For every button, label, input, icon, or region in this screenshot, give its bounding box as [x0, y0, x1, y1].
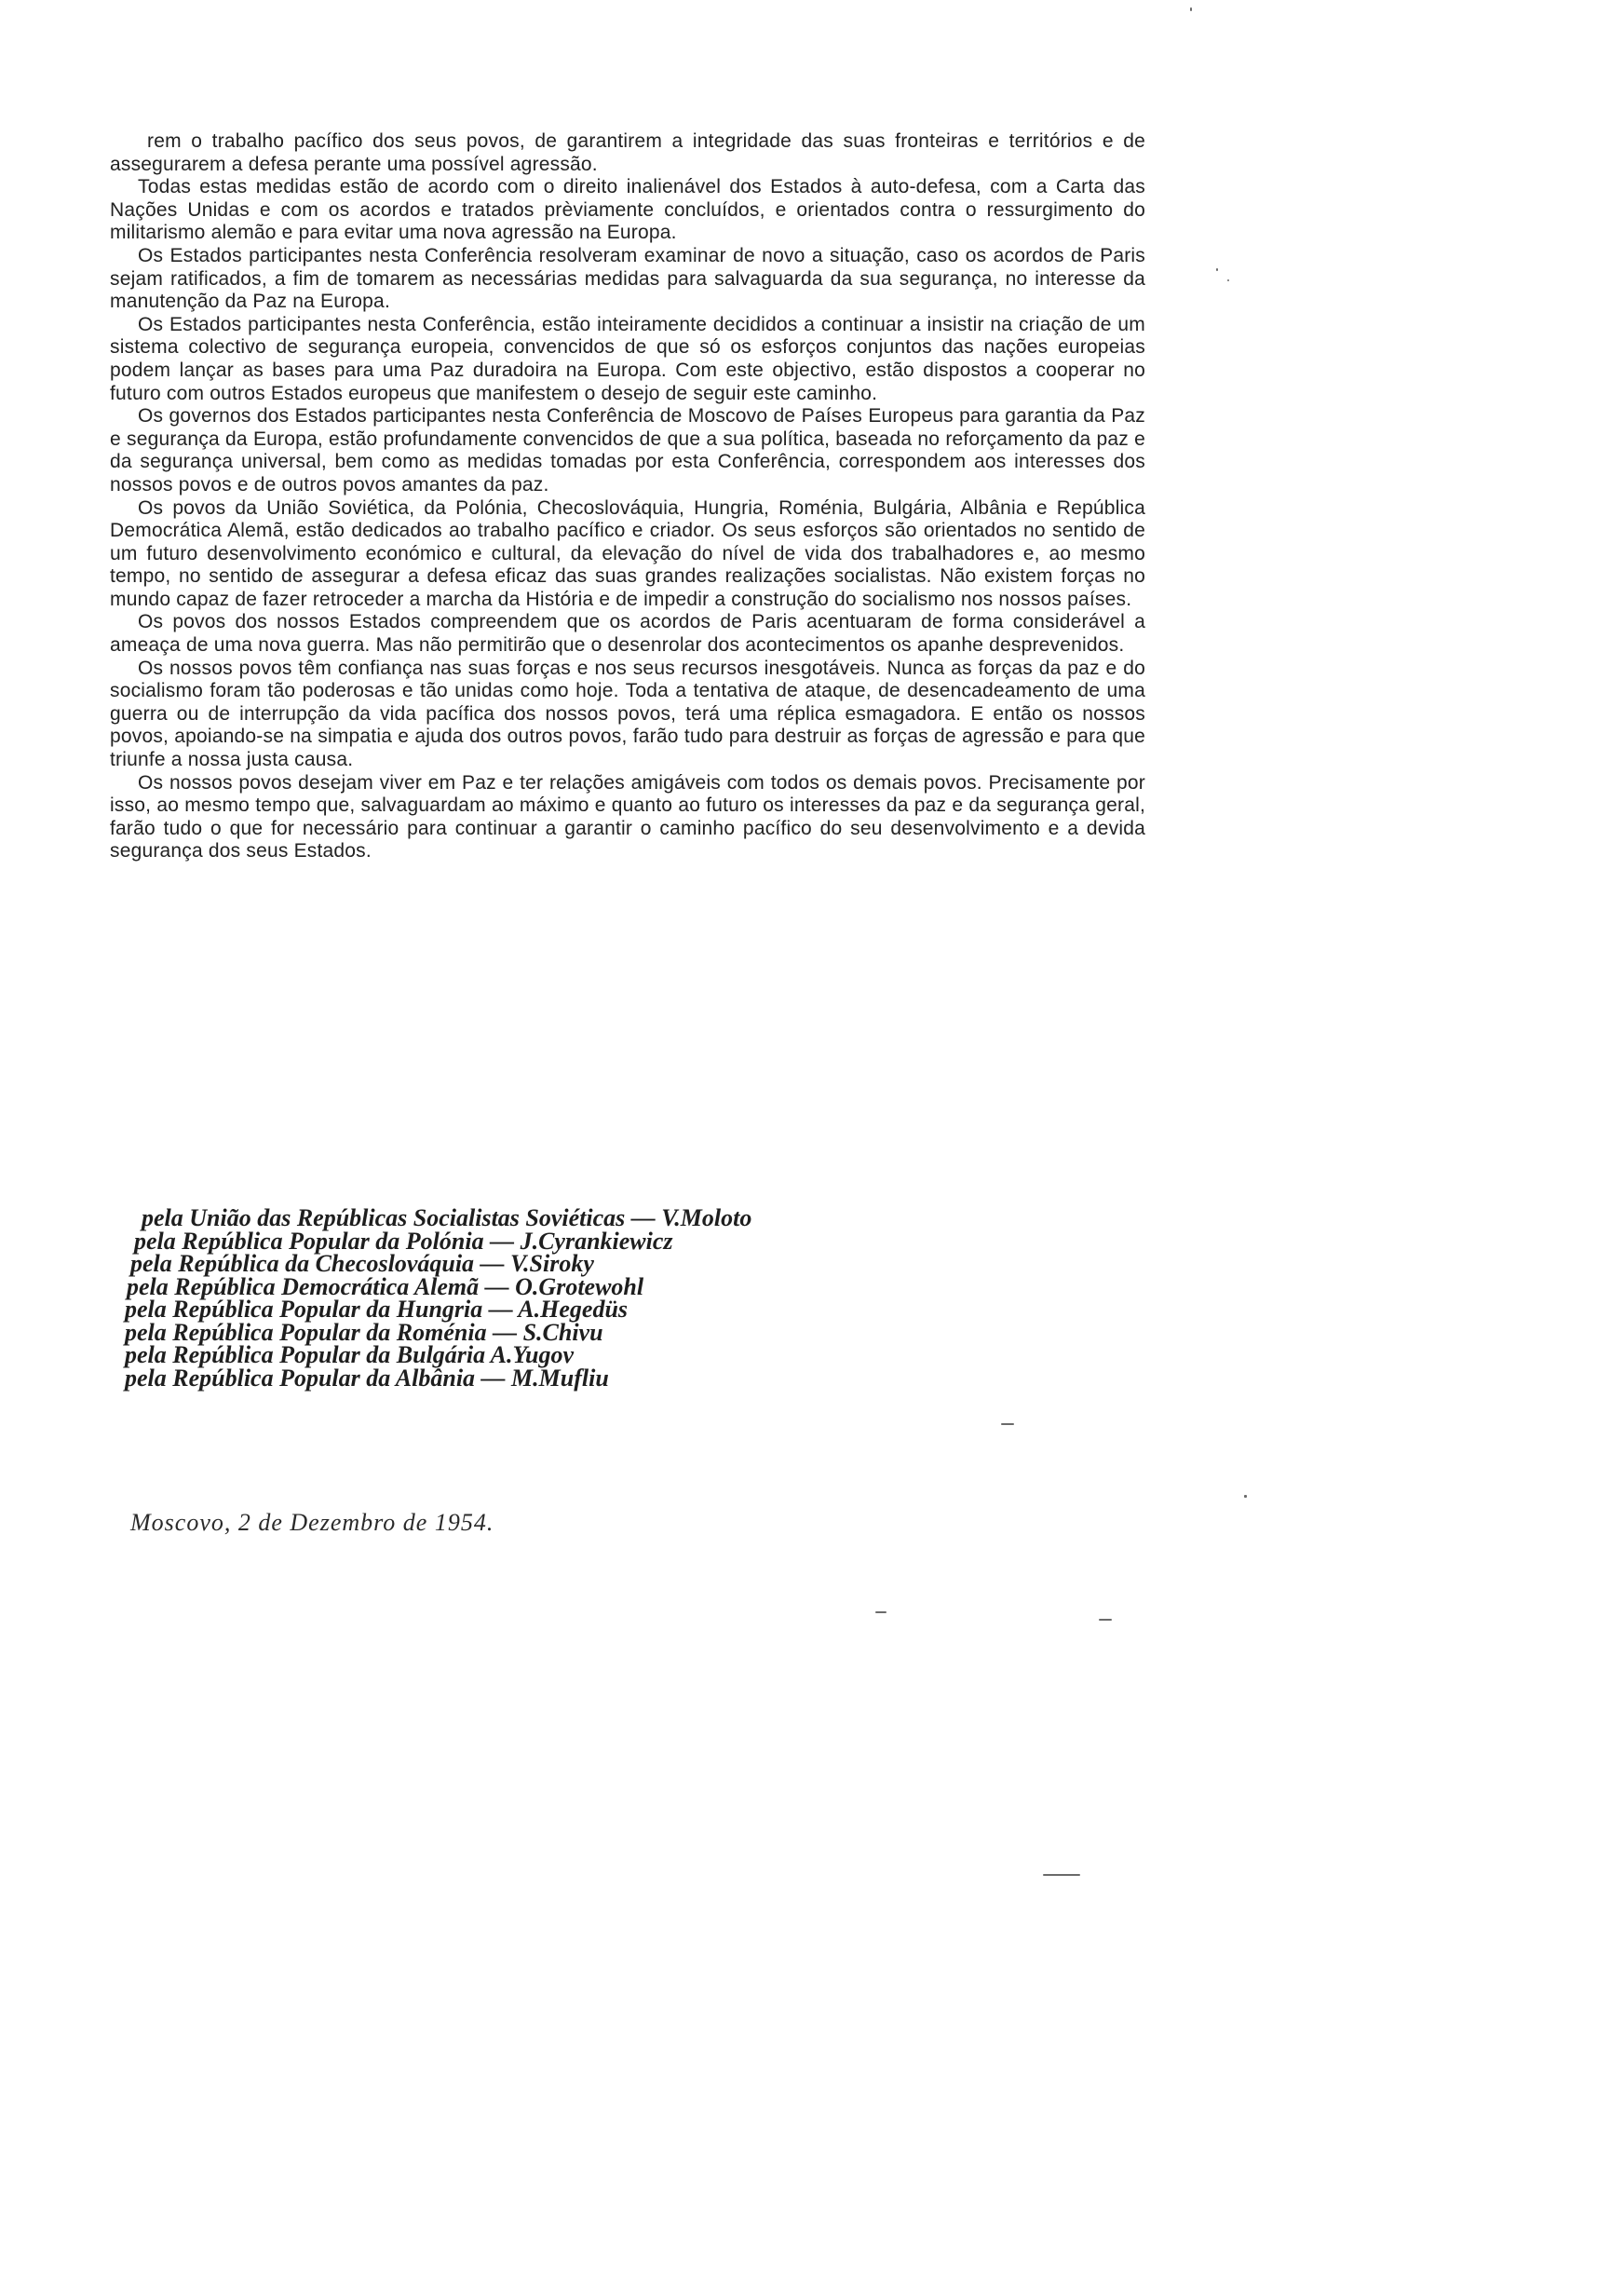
- paragraph: Todas estas medidas estão de acordo com o direito inalienável dos Estados à auto-defesa, com a Carta das Nações Unidas e com os acordos e tratados prèviamente concluídos, e orientados contra o ressurgimento do militarismo alemão e para evitar uma nova agressão na Europa.: [110, 176, 1145, 244]
- scan-speck: [1190, 7, 1192, 11]
- paragraph: Os Estados participantes nesta Conferência resolveram examinar de novo a situação, caso os acordos de Paris sejam ratificados, a fim de tomarem as necessárias medidas para salvaguarda da sua segurança, no interesse da manutenção da Paz na Europa.: [110, 244, 1145, 313]
- signature-line: pela República Popular da Bulgária A.Yugov: [125, 1341, 575, 1368]
- signature-line: pela União das Repúblicas Socialistas Soviéticas — V.Moloto: [142, 1204, 752, 1231]
- signature-line: pela República da Checoslováquia — V.Siroky: [130, 1250, 594, 1277]
- scan-speck: [1001, 1423, 1014, 1425]
- signature-line: pela República Democrática Alemã — O.Grotewohl: [127, 1272, 644, 1300]
- paragraph: Os nossos povos desejam viver em Paz e ter relações amigáveis com todos os demais povos. Precisamente por isso, ao mesmo tempo que, salvaguardam ao máximo e quanto ao futuro os interesses da paz e da segurança geral, farão tudo o que for necessário para continuar a garantir o caminho pacífico do seu desenvolvimento e a devida segurança dos seus Estados.: [110, 771, 1145, 862]
- signature-line: pela República Popular da Roménia — S.Chivu: [125, 1318, 603, 1346]
- scan-speck: [1216, 268, 1218, 271]
- scan-speck: [1227, 279, 1229, 281]
- signature-block: [125, 1204, 1062, 1392]
- paragraph: Os governos dos Estados participantes nesta Conferência de Moscovo de Países Europeus para garantia da Paz e segurança da Europa, estão profundamente convencidos de que a sua política, baseada no reforçamento da paz e da segurança universal, bem como as medidas tomadas por esta Conferência, correspondem aos interesses dos nossos povos e de outros povos amantes da paz.: [110, 405, 1145, 496]
- document-body: [110, 130, 1145, 863]
- scan-speck: [1099, 1619, 1112, 1621]
- scan-speck: [1043, 1874, 1080, 1876]
- scan-speck: [1244, 1495, 1247, 1498]
- signature-line: pela República Popular da Albânia — M.Mufliu: [125, 1364, 609, 1392]
- paragraph: Os Estados participantes nesta Conferência, estão inteiramente decididos a continuar a insistir na criação de um sistema colectivo de segurança europeia, convencidos de que só os esforços conjuntos das nações europeias podem lançar as bases para uma Paz duradoira na Europa. Com este objectivo, estão dispostos a cooperar no futuro com outros Estados europeus que manifestem o desejo de seguir este caminho.: [110, 313, 1145, 404]
- paragraph: Os povos da União Soviética, da Polónia, Checoslováquia, Hungria, Roménia, Bulgária, Albânia e República Democrática Alemã, estão dedicados ao trabalho pacífico e criador. Os seus esforços são orientados no sentido de um futuro desenvolvimento económico e cultural, da elevação do nível de vida dos trabalhadores e, ao mesmo tempo, no sentido de assegurar a defesa eficaz das suas grandes realizações socialistas. Não existem forças no mundo capaz de fazer retroceder a marcha da História e de impedir a construção do socialismo nos nossos países.: [110, 496, 1145, 610]
- paragraph: rem o trabalho pacífico dos seus povos, de garantirem a integridade das suas fronteiras e territórios e de assegurarem a defesa perante uma possível agressão.: [110, 130, 1145, 175]
- signature-line: pela República Popular da Polónia — J.Cyrankiewicz: [134, 1227, 673, 1255]
- paragraph: Os povos dos nossos Estados compreendem que os acordos de Paris acentuaram de forma considerável a ameaça de uma nova guerra. Mas não permitirão que o desenrolar dos acontecimentos os apanhe desprevenidos.: [110, 611, 1145, 657]
- scan-speck: [875, 1611, 886, 1613]
- place-date-line: Moscovo, 2 de Dezembro de 1954.: [130, 1509, 494, 1536]
- paragraph: Os nossos povos têm confiança nas suas forças e nos seus recursos inesgotáveis. Nunca as forças da paz e do socialismo foram tão poderosas e tão unidas como hoje. Toda a tentativa de ataque, de desencadeamento de uma guerra ou de interrupção da vida pacífica dos nossos povos, terá uma réplica esmagadora. E então os nossos povos, apoiando-se na simpatia e ajuda dos outros povos, farão tudo para destruir as forças de agressão e para que triunfe a nossa justa causa.: [110, 657, 1145, 771]
- signature-line: pela República Popular da Hungria — A.Hegedüs: [125, 1296, 629, 1323]
